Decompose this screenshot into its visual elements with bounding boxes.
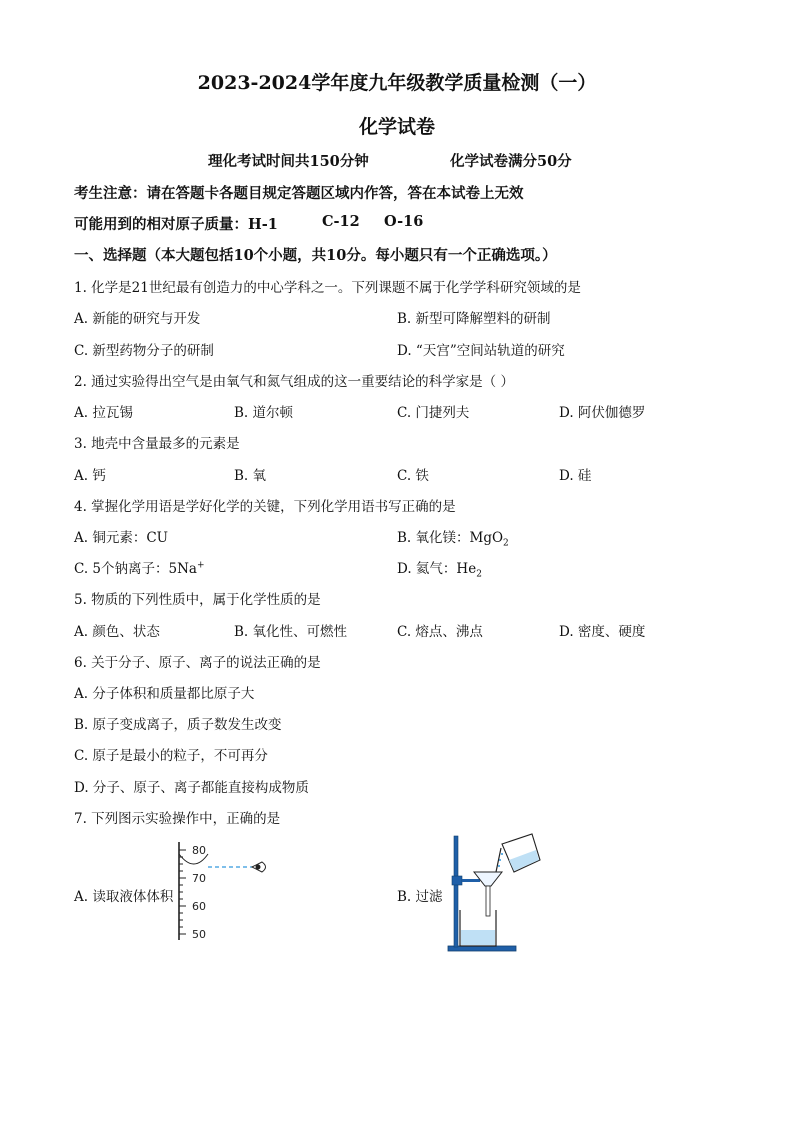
q1-option-b: B. 新型可降解塑料的研制 xyxy=(397,311,551,327)
q6-option-c: C. 原子是最小的粒子，不可再分 xyxy=(74,748,268,764)
exam-title: 2023-2024学年度九年级教学质量检测（一） xyxy=(197,72,597,94)
q2-option-b: B. 道尔顿 xyxy=(234,405,294,421)
funnel-stem xyxy=(486,886,490,916)
time-note: 理化考试时间共150分钟 xyxy=(208,153,369,170)
atomic-mass-c: C-12 xyxy=(322,213,360,230)
q5-option-c: C. 熔点、沸点 xyxy=(397,624,483,640)
q5-option-a: A. 颜色、状态 xyxy=(74,624,160,640)
q3-option-b: B. 氧 xyxy=(234,468,267,484)
q2-option-d: D. 阿伏伽德罗 xyxy=(559,405,646,421)
q5-option-b: B. 氧化性、可燃性 xyxy=(234,624,348,640)
q4-option-c-sup: + xyxy=(196,560,205,571)
q3-stem: 3. 地壳中含量最多的元素是 xyxy=(74,436,240,452)
exam-subtitle: 化学试卷 xyxy=(358,116,435,138)
q6-option-a: A. 分子体积和质量都比原子大 xyxy=(74,686,255,702)
exam-notice: 考生注意：请在答题卡各题目规定答题区域内作答，答在本试卷上无效 xyxy=(74,185,524,202)
q4-option-d xyxy=(397,557,482,580)
q4-option-b-text: B. 氧化镁：MgO xyxy=(397,530,504,546)
q6-option-b: B. 原子变成离子，质子数发生改变 xyxy=(74,717,282,733)
q4-option-d-sub: 2 xyxy=(476,569,482,580)
q3-option-c: C. 铁 xyxy=(397,468,429,484)
q4-option-b-sub: 2 xyxy=(503,538,509,549)
q4-option-a: A. 铜元素：CU xyxy=(74,530,169,546)
q4-option-c xyxy=(74,557,205,577)
q7-option-b: B. 过滤 xyxy=(397,889,443,905)
q1-option-c: C. 新型药物分子的研制 xyxy=(74,343,214,359)
q4-option-b xyxy=(397,526,509,549)
q4-stem: 4. 掌握化学用语是学好化学的关键，下列化学用语书写正确的是 xyxy=(74,499,456,515)
scale-label-70: 70 xyxy=(192,872,206,885)
stand-rod xyxy=(454,836,458,947)
atomic-mass-h: 可能用到的相对原子质量：H-1 xyxy=(74,216,278,233)
q2-option-c: C. 门捷列夫 xyxy=(397,405,470,421)
q2-stem: 2. 通过实验得出空气是由氧气和氮气组成的这一重要结论的科学家是（ ） xyxy=(74,374,514,390)
q6-stem: 6. 关于分子、原子、离子的说法正确的是 xyxy=(74,655,321,671)
filtration-diagram xyxy=(444,830,544,954)
q5-option-d: D. 密度、硬度 xyxy=(559,624,646,640)
clamp-arm xyxy=(462,879,480,882)
q3-option-d: D. 硅 xyxy=(559,468,592,484)
cylinder-reading-diagram xyxy=(174,840,274,942)
pouring-beaker xyxy=(502,834,540,872)
q4-option-d-text: D. 氦气：He xyxy=(397,561,477,577)
q3-option-a: A. 钙 xyxy=(74,468,106,484)
q7-stem: 7. 下列图示实验操作中，正确的是 xyxy=(74,811,281,827)
beaker-liquid xyxy=(461,930,495,945)
q4-option-c-text: C. 5个钠离子：5Na xyxy=(74,561,197,577)
atomic-mass-o: O-16 xyxy=(384,213,424,230)
section-heading: 一、选择题（本大题包括10个小题，共10分。每小题只有一个正确选项。） xyxy=(74,247,557,264)
q5-stem: 5. 物质的下列性质中，属于化学性质的是 xyxy=(74,592,321,608)
q2-option-a: A. 拉瓦锡 xyxy=(74,405,133,421)
q1-stem: 1. 化学是21世纪最有创造力的中心学科之一。下列课题不属于化学学科研究领域的是 xyxy=(74,280,581,296)
scale-label-60: 60 xyxy=(192,900,206,913)
score-note: 化学试卷满分50分 xyxy=(450,153,572,170)
q1-option-d: D. “天宫”空间站轨道的研究 xyxy=(397,343,565,359)
q6-option-d: D. 分子、原子、离子都能直接构成物质 xyxy=(74,780,309,796)
q1-option-a: A. 新能的研究与开发 xyxy=(74,311,201,327)
scale-label-80: 80 xyxy=(192,844,206,857)
clamp-block xyxy=(452,876,462,885)
eye-pupil xyxy=(256,865,261,870)
scale-label-50: 50 xyxy=(192,928,206,941)
q7-option-a: A. 读取液体体积 xyxy=(74,889,174,905)
